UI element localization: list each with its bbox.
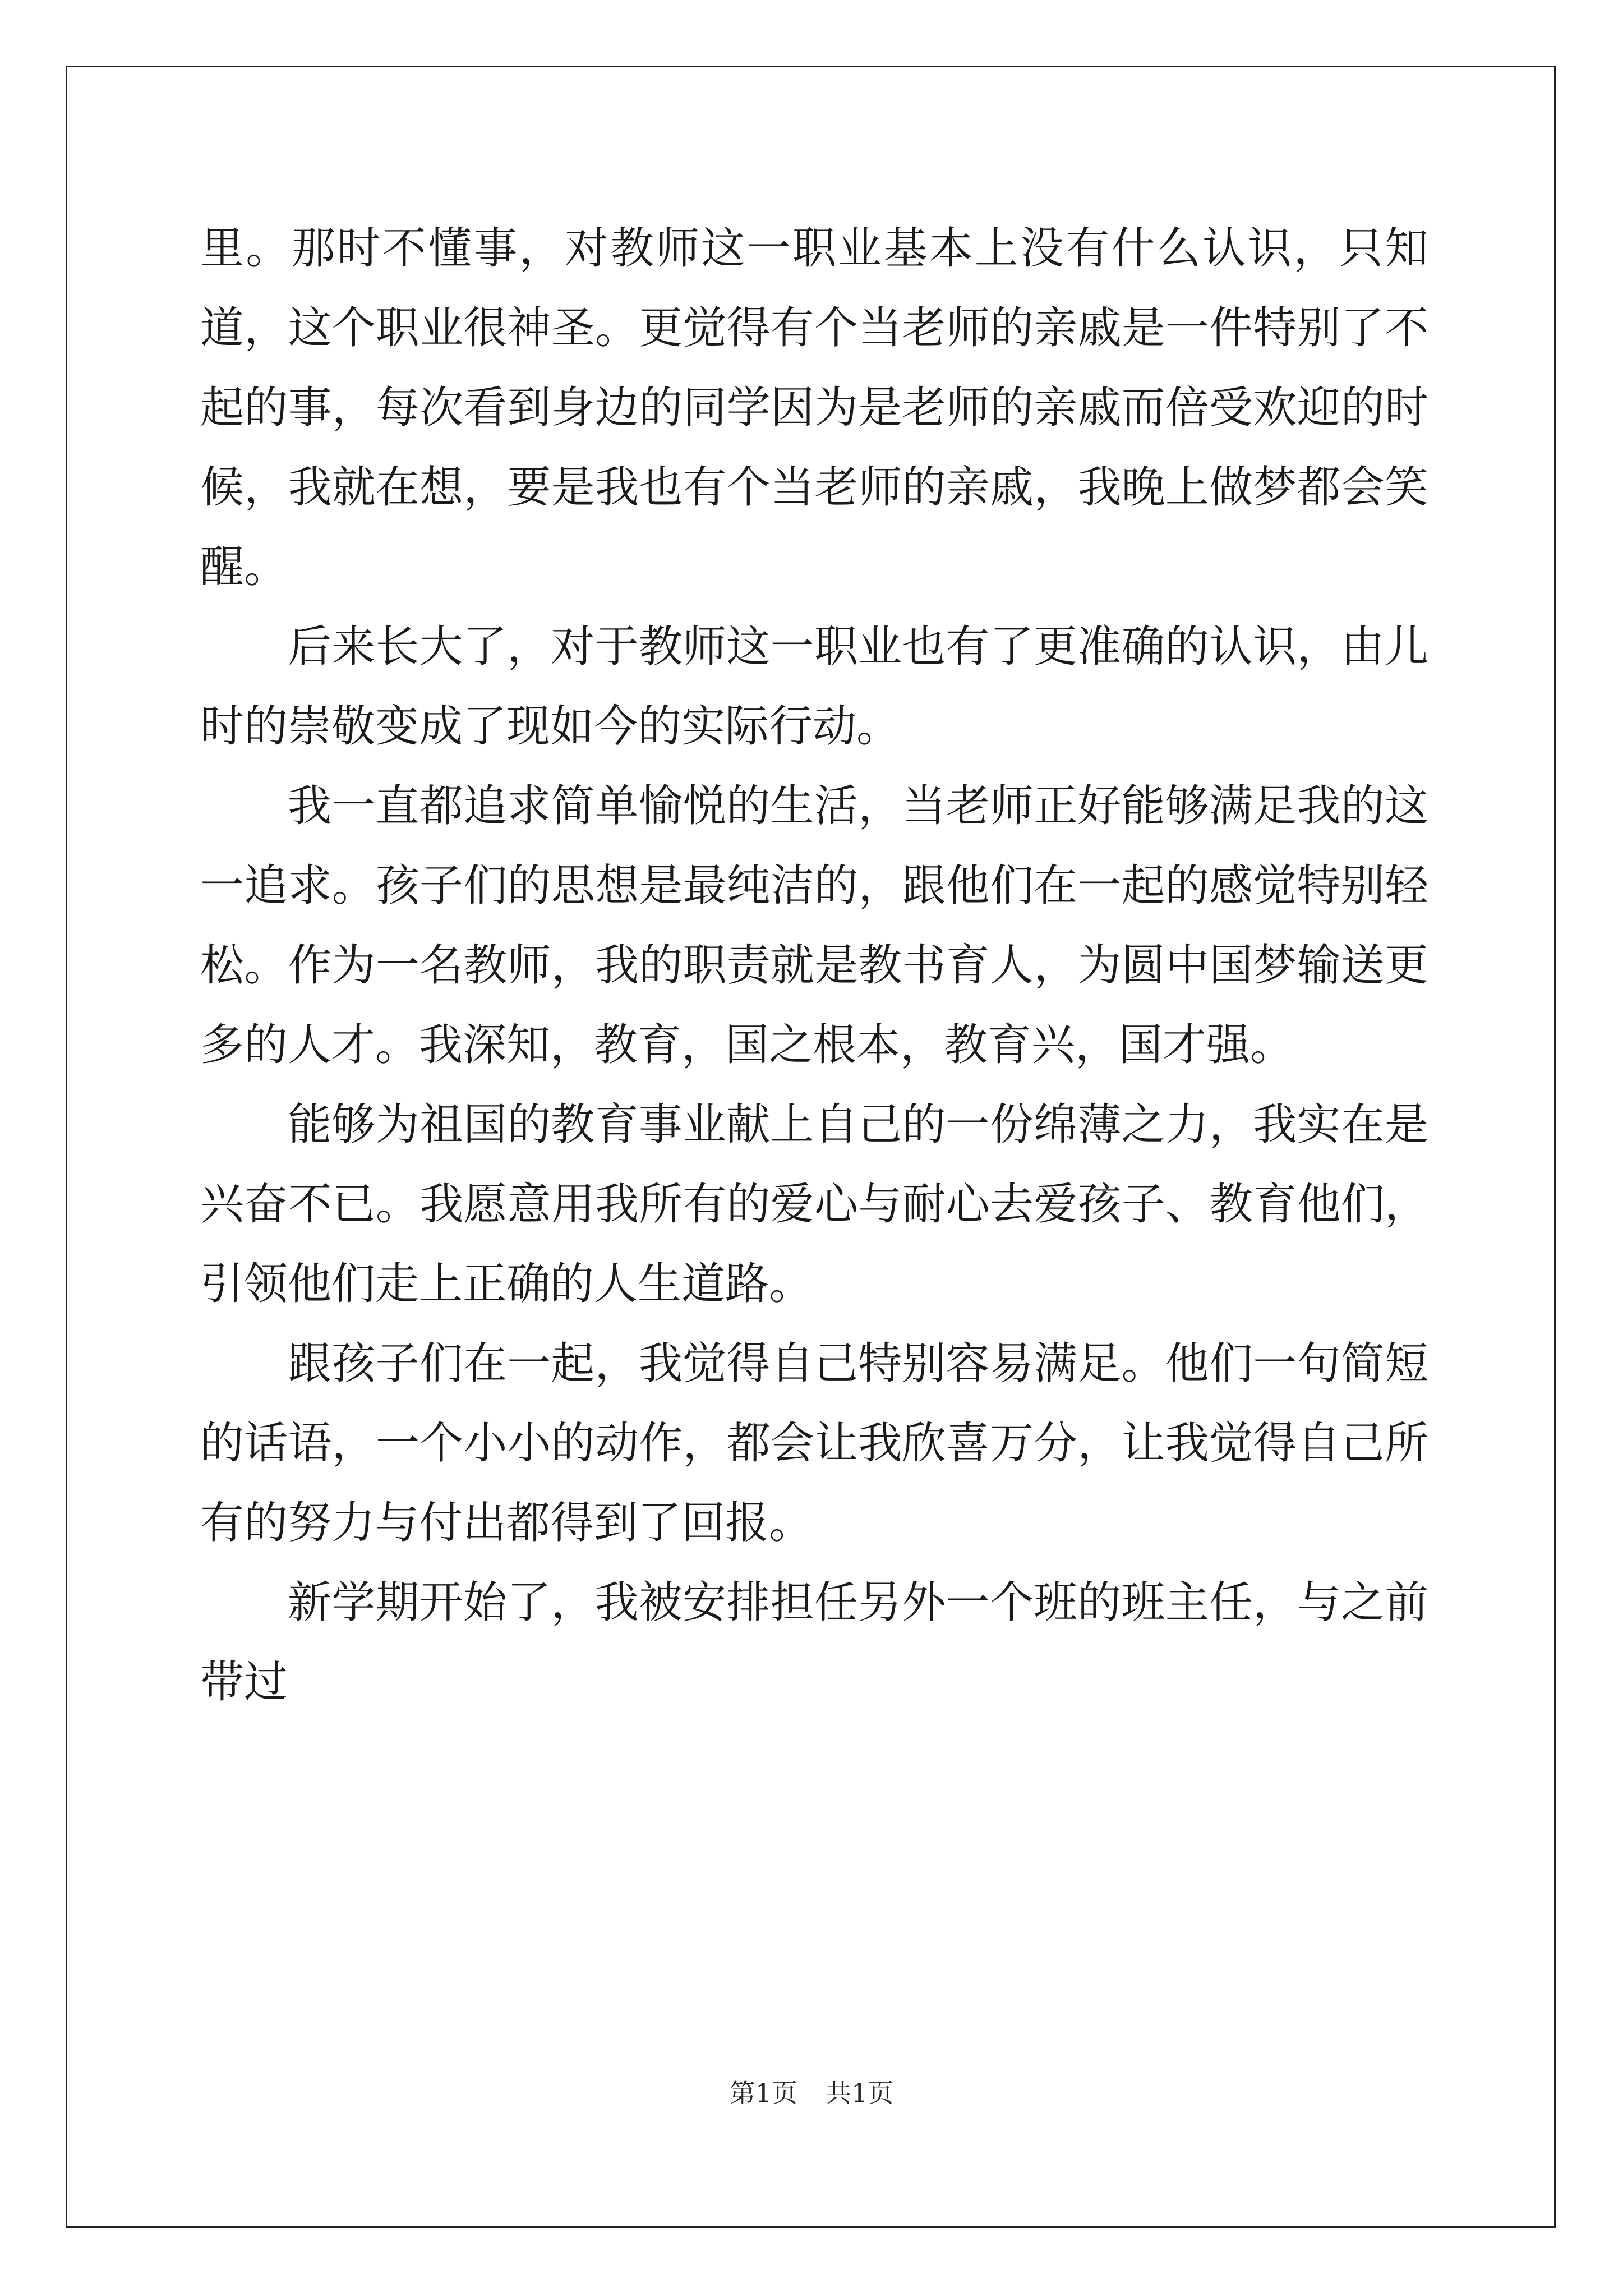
page-number-current: 第1页 xyxy=(729,2078,797,2108)
page-footer xyxy=(0,2073,1623,2110)
paragraph-5: 跟孩子们在一起，我觉得自己特别容易满足。他们一句简短的话语，一个小小的动作，都会让我欣喜万分，让我觉得自己所有的努力与付出都得到了回报。 xyxy=(200,1338,1428,1548)
paragraph-6: 新学期开始了，我被安排担任另外一个班的班主任，与之前带过 xyxy=(200,1577,1428,1708)
paragraph-3: 我一直都追求简单愉悦的生活，当老师正好能够满足我的这一追求。孩子们的思想是最纯洁的，跟他们在一起的感觉特别轻松。作为一名教师，我的职责就是教书育人，为圆中国梦输送更多的人才。我深知，教育，国之根本，教育兴，国才强。 xyxy=(200,781,1428,1070)
page-number-total: 共1页 xyxy=(826,2078,894,2108)
paragraph-2: 后来长大了，对于教师这一职业也有了更准确的认识，由儿时的崇敬变成了现如今的实际行动。 xyxy=(200,622,1428,752)
paragraph-1: 里。那时不懂事，对教师这一职业基本上没有什么认识，只知道，这个职业很神圣。更觉得有个当老师的亲戚是一件特别了不起的事，每次看到身边的同学因为是老师的亲戚而倍受欢迎的时候，我就在想，要是我也有个当老师的亲戚，我晚上做梦都会笑醒。 xyxy=(200,223,1428,592)
document-body xyxy=(200,209,1428,1722)
paragraph-4: 能够为祖国的教育事业献上自己的一份绵薄之力，我实在是兴奋不已。我愿意用我所有的爱心与耐心去爱孩子、教育他们，引领他们走上正确的人生道路。 xyxy=(200,1099,1428,1309)
